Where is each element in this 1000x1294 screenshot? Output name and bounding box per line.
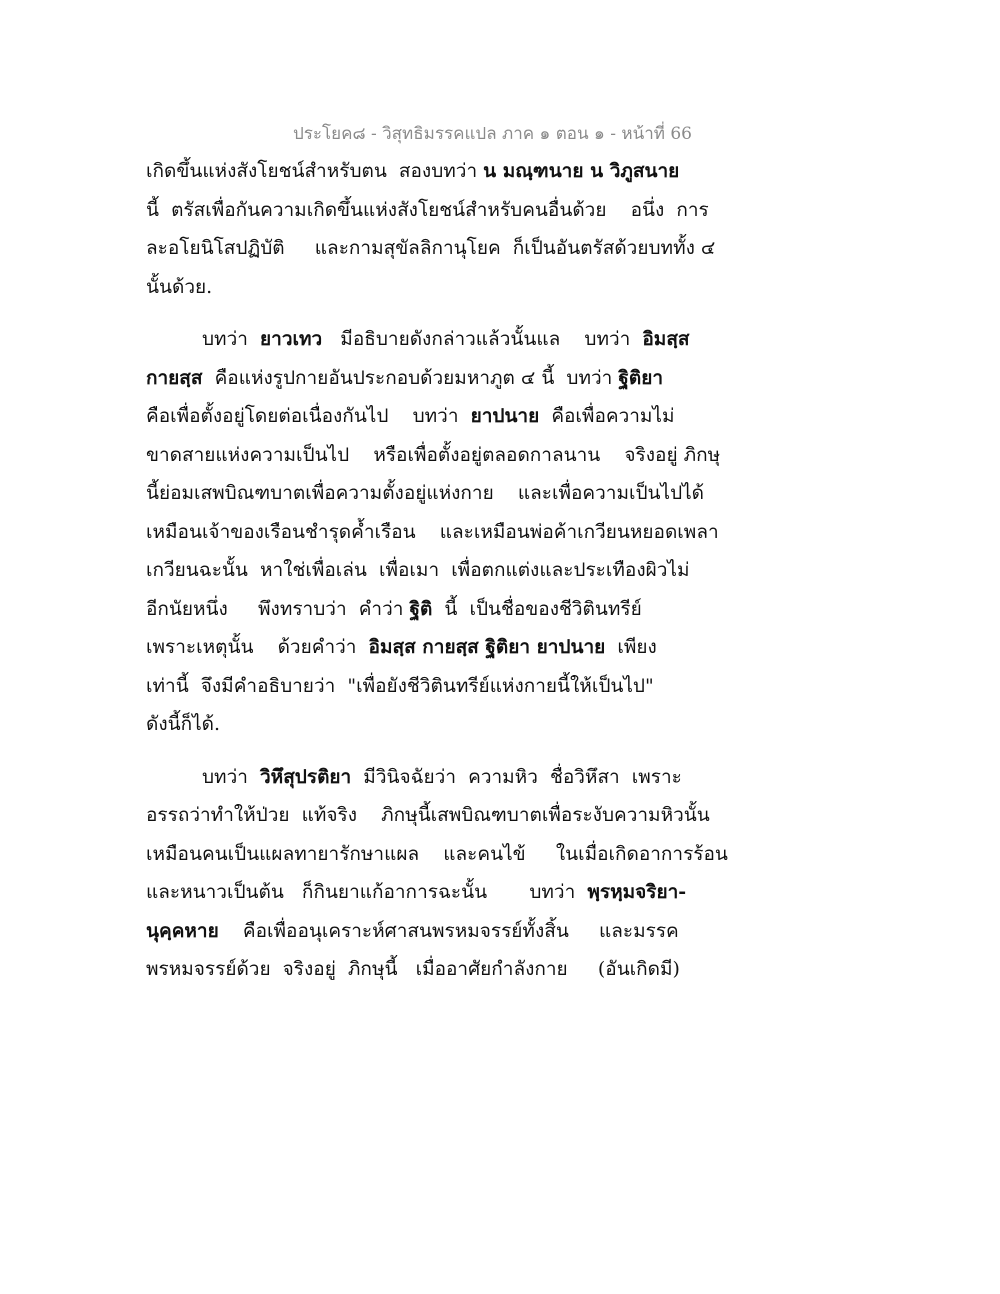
- pali-term: ฐิติ: [409, 597, 433, 620]
- text-segment: ละอโยนิโสปฏิบัติ และกามสุขัลลิกานุโยค ก็เป็นอันตรัสด้วยบททั้ง ๔: [146, 237, 716, 259]
- pali-term: วิหึสุปรติยา: [260, 765, 352, 788]
- pali-term: อิมสฺส: [642, 328, 690, 350]
- text-segment: อรรถว่าทำให้ป่วย แท้จริง ภิกษุนี้เสพบิณฑบาตเพื่อระงับความหิวนั้น: [146, 804, 710, 826]
- paragraph-p3: [146, 758, 746, 989]
- pali-term: ฐิติยา: [618, 366, 664, 389]
- text-segment: เกิดขึ้นแห่งสังโยชน์สำหรับตน สองบทว่า: [146, 160, 484, 182]
- page-header: ประโยค๘ - วิสุทธิมรรคแปล ภาค ๑ ตอน ๑ - หน้าที่ 66: [292, 124, 692, 144]
- text-segment: เกวียนฉะนั้น หาใช่เพื่อเล่น เพื่อเมา เพื่อตกแต่งและประเทืองผิวไม่: [146, 559, 690, 581]
- text-line: [146, 191, 746, 230]
- text-line: [146, 873, 746, 912]
- pali-term: ยาปนาย: [470, 405, 540, 427]
- text-line: [146, 590, 746, 629]
- text-segment: คือเพื่ออนุเคราะห์ศาสนพรหมจรรย์ทั้งสิ้น และมรรค: [218, 919, 679, 942]
- text-line: [146, 229, 746, 268]
- pali-term: อิมสฺส กายสฺส ฐิติยา ยาปนาย: [368, 636, 606, 658]
- text-line: [146, 152, 746, 191]
- text-segment: เพราะเหตุนั้น ด้วยคำว่า: [146, 636, 369, 658]
- text-line: [146, 705, 746, 744]
- document-body: [146, 152, 746, 989]
- text-segment: มีอธิบายดังกล่าวแล้วนั้นแล บทว่า: [322, 328, 643, 350]
- text-segment: เหมือนเจ้าของเรือนชำรุดค้ำเรือน และเหมือนพ่อค้าเกวียนหยอดเพลา: [146, 520, 719, 543]
- pali-term: พฺรหฺมจริยา-: [587, 881, 687, 903]
- text-segment: คือเพื่อตั้งอยู่โดยต่อเนื่องกันไป บทว่า: [146, 405, 471, 427]
- text-line: [146, 835, 746, 874]
- text-segment: อีกนัยหนึ่ง พึงทราบว่า คำว่า: [146, 597, 410, 620]
- text-line: [146, 474, 746, 513]
- pali-term: กายสฺส: [146, 366, 203, 389]
- pali-term: น มณฺฑนาย น วิภูสนาย: [483, 160, 680, 182]
- text-segment: เพียง: [605, 636, 657, 658]
- text-segment: พรหมจรรย์ด้วย จริงอยู่ ภิกษุนี้ เมื่ออาศัยกำลังกาย (อันเกิดมี): [146, 958, 680, 980]
- pali-term: ยาวเทว: [260, 328, 323, 350]
- text-segment: ขาดสายแห่งความเป็นไป หรือเพื่อตั้งอยู่ตลอดกาลนาน จริงอยู่ ภิกษุ: [146, 443, 721, 466]
- text-line: [146, 912, 746, 951]
- text-segment: ดังนี้ก็ได้.: [146, 713, 221, 735]
- text-segment: คือแห่งรูปกายอันประกอบด้วยมหาภูต ๔ นี้ บทว่า: [202, 366, 619, 389]
- text-line: [146, 436, 746, 475]
- text-segment: นั้นด้วย.: [146, 275, 213, 298]
- text-segment: และหนาวเป็นต้น ก็กินยาแก้อาการฉะนั้น บทว่า: [146, 881, 588, 903]
- text-segment: นี้ เป็นชื่อของชีวิตินทรีย์: [432, 597, 642, 620]
- text-segment: คือเพื่อความไม่: [539, 405, 675, 427]
- text-segment: บทว่า: [202, 328, 261, 350]
- text-line: [146, 796, 746, 835]
- text-segment: เหมือนคนเป็นแผลทายารักษาแผล และคนไข้ ในเมื่อเกิดอาการร้อน: [146, 842, 728, 865]
- text-segment: บทว่า: [202, 765, 261, 788]
- pali-term: นุคฺคหาย: [146, 919, 219, 942]
- text-line: [146, 551, 746, 590]
- text-line: [146, 359, 746, 398]
- text-segment: นี้ ตรัสเพื่อกันความเกิดขึ้นแห่งสังโยชน์สำหรับคนอื่นด้วย อนึ่ง การ: [146, 198, 709, 221]
- text-segment: นี้ย่อมเสพบิณฑบาตเพื่อความตั้งอยู่แห่งกาย และเพื่อความเป็นไปได้: [146, 482, 705, 504]
- text-line: [146, 397, 746, 436]
- text-segment: มีวินิจฉัยว่า ความหิว ชื่อวิหึสา เพราะ: [351, 765, 682, 788]
- text-line: [146, 950, 746, 989]
- text-line: [146, 513, 746, 552]
- paragraph-p2: [146, 320, 746, 744]
- paragraph-p1: [146, 152, 746, 306]
- text-line: [146, 268, 746, 307]
- text-line: [146, 758, 746, 797]
- text-line: [146, 320, 746, 359]
- text-line: [146, 628, 746, 667]
- text-line: [146, 667, 746, 706]
- text-segment: เท่านี้ จึงมีคำอธิบายว่า "เพื่อยังชีวิตินทรีย์แห่งกายนี้ให้เป็นไป": [146, 674, 654, 697]
